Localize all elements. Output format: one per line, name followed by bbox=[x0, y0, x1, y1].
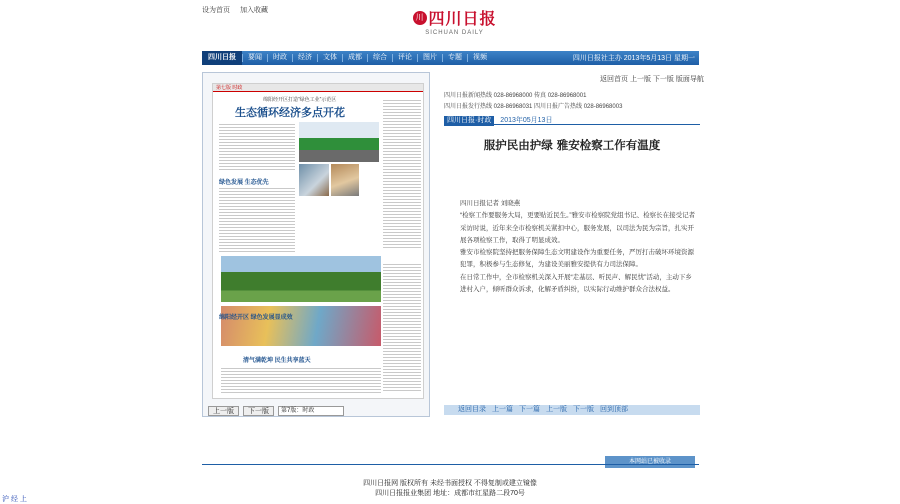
nav-date: 四川日报社主办 2013年5月13日 星期一 bbox=[572, 55, 695, 62]
page-subhead-a[interactable]: 绿色发展 生态优先 bbox=[219, 180, 269, 186]
corner-links[interactable]: 沪 经 上 bbox=[2, 496, 27, 503]
nav-item-shizheng[interactable]: 时政 bbox=[267, 54, 292, 62]
contact-line-2: 四川日报发行热线 028-86968031 四川日报广告热线 028-86968003 bbox=[444, 104, 623, 110]
page-subhead-c[interactable]: 清气满乾坤 民生共享蓝天 bbox=[243, 358, 311, 364]
sub-links[interactable]: 返回首页 上一版 下一版 版面导航 bbox=[600, 76, 704, 83]
nav-item-chengdu[interactable]: 成都 bbox=[342, 54, 367, 62]
logo-name: 四川日报 bbox=[428, 9, 497, 28]
page-headline[interactable]: 生态循环经济多点开花 bbox=[235, 106, 345, 119]
page-preview-panel bbox=[202, 72, 430, 417]
set-homepage-link[interactable]: 设为首页 bbox=[202, 7, 230, 14]
section-tag: 四川日报·时政 bbox=[444, 116, 494, 126]
main-nav bbox=[202, 51, 699, 65]
article-nav bbox=[444, 405, 700, 415]
edition-date: 2013年05月13日 bbox=[500, 117, 553, 124]
back-to-contents-link[interactable]: 返回目录 bbox=[458, 406, 486, 413]
page-subhead-b[interactable]: 绵阳经开区 绿色发展显成效 bbox=[219, 315, 293, 321]
article-paragraph: 雅安市检察院坚持把服务保障生态文明建设作为重要任务，严厉打击破坏环境资源犯罪，积极参与生态修复，为建设美丽雅安提供有力司法保障。 bbox=[460, 249, 694, 269]
nav-item-wenti[interactable]: 文体 bbox=[317, 54, 342, 62]
top-links bbox=[202, 5, 276, 15]
nav-home[interactable]: 四川日报 bbox=[202, 51, 242, 65]
mountain-photo[interactable] bbox=[221, 256, 381, 302]
page-text-column-4 bbox=[383, 262, 421, 392]
prev-page-button[interactable]: 上一版 bbox=[208, 406, 239, 416]
article-title: 服护民由护绿 雅安检察工作有温度 bbox=[483, 138, 661, 152]
bus-photo[interactable] bbox=[299, 122, 379, 162]
factory-photo-2[interactable] bbox=[331, 164, 359, 196]
page-select[interactable]: 第7版：时政 bbox=[278, 406, 344, 416]
nav-item-shipin[interactable]: 视频 bbox=[467, 54, 492, 62]
article-paragraph: 四川日报记者 刘晓燕 bbox=[460, 200, 521, 207]
page-text-column-1 bbox=[219, 122, 295, 172]
newspaper-page-thumbnail[interactable] bbox=[212, 83, 424, 399]
logo-subtitle: SICHUAN DAILY bbox=[425, 30, 484, 36]
nav-item-zhuanti[interactable]: 专题 bbox=[442, 54, 467, 62]
site-logo[interactable] bbox=[407, 6, 502, 42]
prev-article-link[interactable]: 上一篇 bbox=[492, 406, 513, 413]
prev-edition-link[interactable]: 上一版 bbox=[546, 406, 567, 413]
nav-item-jingji[interactable]: 经济 bbox=[292, 54, 317, 62]
page-header: 第七版 时政 bbox=[213, 84, 423, 92]
article-paragraph: “检察工作要服务大局，更要贴近民生。”雅安市检察院党组书记、检察长在接受记者采访时说，近年来全市检察机关紧扣中心，服务发展，以司法为民为宗旨，扎实开展各项检察工作，取得了明显成效。 bbox=[460, 212, 696, 244]
article-paragraph: 在日常工作中，全市检察机关深入开展“走基层、听民声、解民忧”活动，主动下乡进村入户，倾听群众诉求，化解矛盾纠纷，以实际行动维护群众合法权益。 bbox=[460, 273, 692, 294]
back-to-top-link[interactable]: 回到顶部 bbox=[600, 406, 628, 413]
next-edition-link[interactable]: 下一版 bbox=[573, 406, 594, 413]
contact-line-1: 四川日报新闻热线 028-86968000 传真 028-86968001 bbox=[444, 93, 587, 99]
page-text-column-5 bbox=[221, 366, 381, 394]
article-section-bar bbox=[444, 115, 700, 125]
next-page-button[interactable]: 下一版 bbox=[243, 406, 274, 416]
nav-item-tupian[interactable]: 图片 bbox=[417, 54, 442, 62]
footer-divider bbox=[202, 464, 699, 465]
factory-photo-1[interactable] bbox=[299, 164, 329, 196]
logo-mark-icon: 川 bbox=[413, 11, 427, 25]
nav-item-pinglun[interactable]: 评论 bbox=[392, 54, 417, 62]
article-body bbox=[460, 198, 696, 296]
page-kicker: 绵阳经开区打造“绿色工业”示范区 bbox=[263, 97, 337, 103]
contact-info bbox=[444, 90, 700, 112]
add-favorite-link[interactable]: 加入收藏 bbox=[239, 7, 268, 14]
page-pager bbox=[208, 406, 344, 416]
nav-item-yaowen[interactable]: 要闻 bbox=[242, 54, 267, 62]
status-badge[interactable]: 本网站已被收录 bbox=[605, 456, 695, 468]
page-text-column-3 bbox=[383, 98, 421, 248]
next-article-link[interactable]: 下一篇 bbox=[519, 406, 540, 413]
footer-line-2: 四川日报报业集团 地址：成都市红星路二段70号 bbox=[375, 490, 525, 497]
page-text-column-2 bbox=[219, 186, 295, 252]
nav-item-zonghe[interactable]: 综合 bbox=[367, 54, 392, 62]
footer-line-1: 四川日报网 版权所有 未经书面授权 不得复制或建立镜像 bbox=[363, 480, 537, 487]
